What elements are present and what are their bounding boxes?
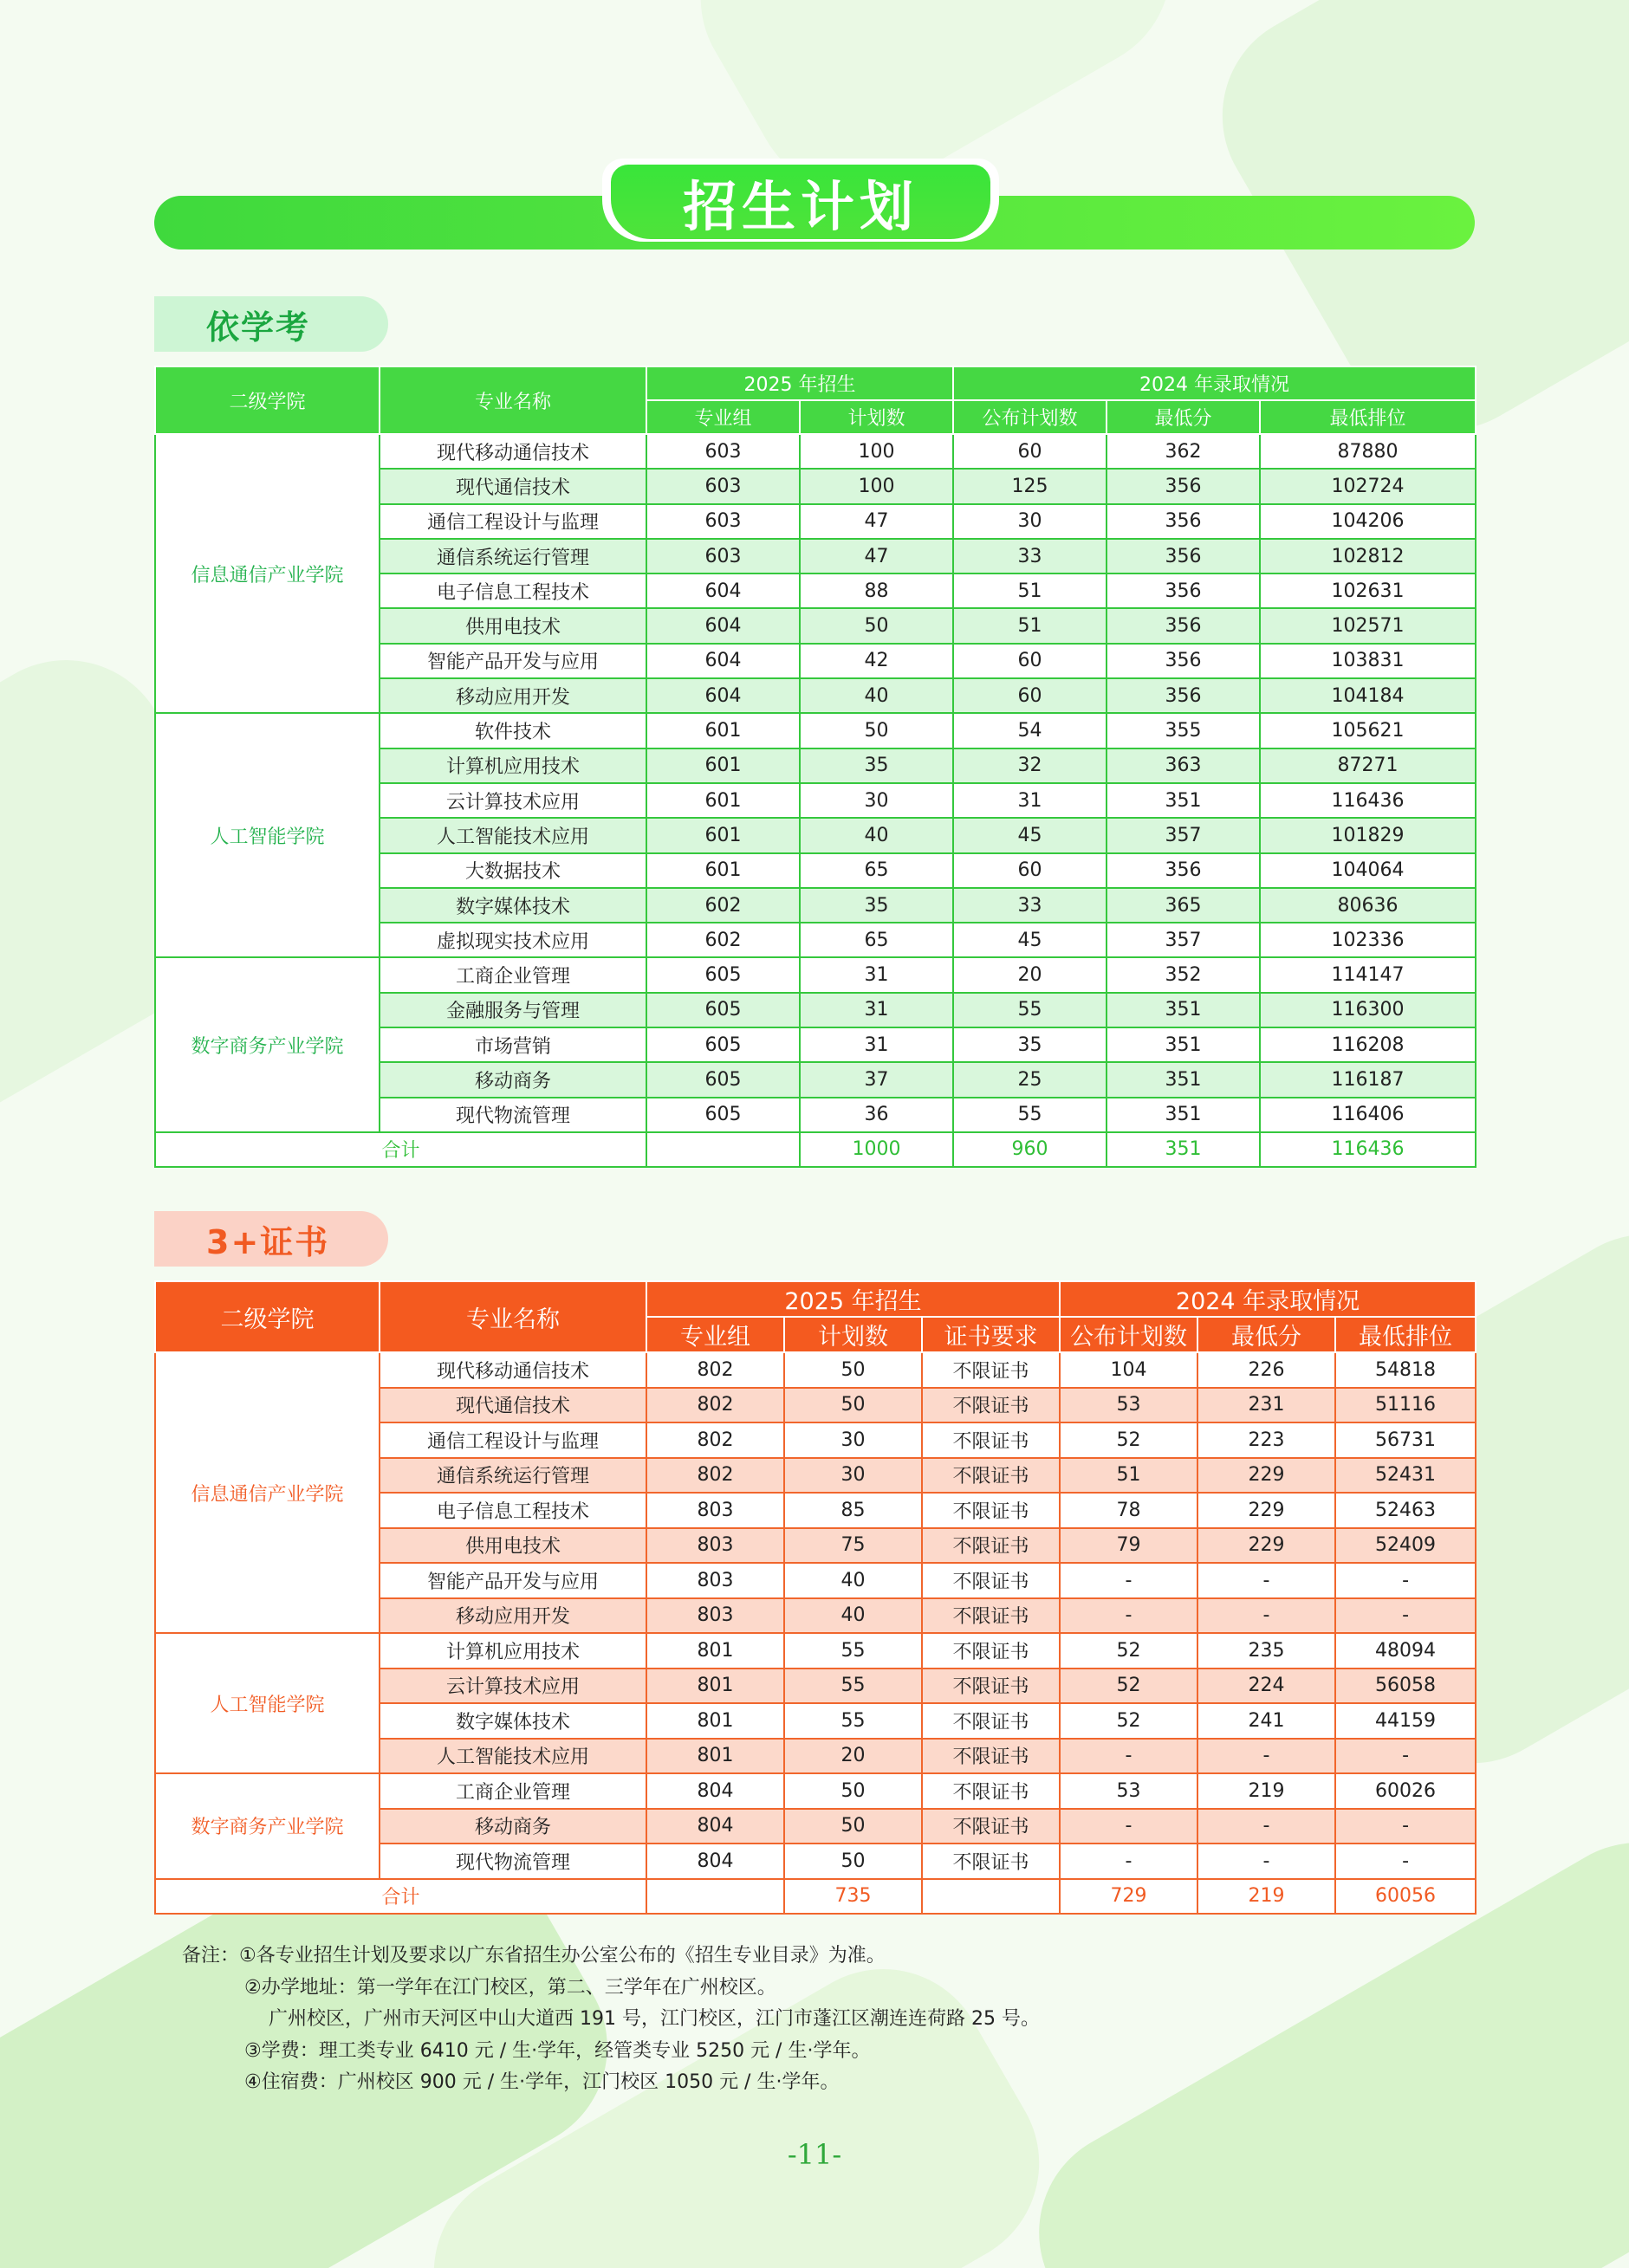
table-cell: 44159 <box>1335 1703 1476 1739</box>
table-cell: 不限证书 <box>922 1844 1060 1879</box>
table-cell: 60 <box>953 678 1107 713</box>
table-cell: 804 <box>646 1844 784 1879</box>
header-min-score: 最低分 <box>1197 1317 1335 1352</box>
college-name: 数字商务产业学院 <box>155 1773 380 1879</box>
table-cell: 65 <box>800 853 953 888</box>
table-cell: 35 <box>800 888 953 923</box>
table-cell: 30 <box>784 1458 922 1494</box>
major-cell: 智能产品开发与应用 <box>380 1563 646 1598</box>
table-cell: 79 <box>1060 1528 1197 1564</box>
table-cell: 116406 <box>1260 1098 1476 1132</box>
table-cell: 48094 <box>1335 1633 1476 1669</box>
table-cell: - <box>1060 1809 1197 1844</box>
major-cell: 通信系统运行管理 <box>380 1458 646 1494</box>
table-cell: 102571 <box>1260 608 1476 643</box>
table-cell: - <box>1197 1563 1335 1598</box>
table-cell: 229 <box>1197 1458 1335 1494</box>
header-college: 二级学院 <box>155 366 380 434</box>
total-plan: 1000 <box>800 1132 953 1167</box>
table-cell: 30 <box>784 1422 922 1458</box>
table-cell: 231 <box>1197 1388 1335 1423</box>
table-cell: 20 <box>784 1739 922 1774</box>
major-cell: 现代移动通信技术 <box>380 434 646 469</box>
table-cell: 241 <box>1197 1703 1335 1739</box>
table-cell: 801 <box>646 1739 784 1774</box>
college-name: 数字商务产业学院 <box>155 957 380 1131</box>
table-cell: 356 <box>1107 504 1260 539</box>
table-cell: 53 <box>1060 1773 1197 1809</box>
major-cell: 智能产品开发与应用 <box>380 644 646 678</box>
major-cell: 大数据技术 <box>380 853 646 888</box>
table-cell: 802 <box>646 1458 784 1494</box>
total-plan: 735 <box>784 1879 922 1914</box>
table-cell: 224 <box>1197 1669 1335 1704</box>
table-cell: 40 <box>784 1598 922 1634</box>
header-min-rank: 最低排位 <box>1260 400 1476 434</box>
table-cell: 357 <box>1107 818 1260 852</box>
table-cell: 不限证书 <box>922 1809 1060 1844</box>
major-cell: 工商企业管理 <box>380 1773 646 1809</box>
table-cell: 356 <box>1107 678 1260 713</box>
note-line: ③学费：理工类专业 6410 元 / 生·学年，经管类专业 5250 元 / 生·学年。 <box>244 2039 871 2062</box>
header-published: 公布计划数 <box>953 400 1107 434</box>
header-plan-2025: 2025 年招生 <box>646 1281 1060 1317</box>
table-cell: 601 <box>646 853 800 888</box>
table-row <box>155 957 1476 992</box>
table-cell: 603 <box>646 504 800 539</box>
total-row <box>155 1132 1476 1167</box>
total-min-score: 351 <box>1107 1132 1260 1167</box>
total-group <box>646 1132 800 1167</box>
table-cell: 52 <box>1060 1669 1197 1704</box>
table-cell: - <box>1335 1739 1476 1774</box>
table-cell: 104184 <box>1260 678 1476 713</box>
total-row <box>155 1879 1476 1914</box>
total-published: 729 <box>1060 1879 1197 1914</box>
table-cell: 601 <box>646 713 800 748</box>
total-label: 合计 <box>155 1879 646 1914</box>
table-row <box>155 1352 1476 1388</box>
major-cell: 市场营销 <box>380 1027 646 1062</box>
xuekao-table <box>154 366 1476 1168</box>
table-cell: 35 <box>953 1027 1107 1062</box>
table-cell: 603 <box>646 539 800 573</box>
major-cell: 电子信息工程技术 <box>380 1493 646 1528</box>
table-cell: 87271 <box>1260 748 1476 783</box>
table-cell: 355 <box>1107 713 1260 748</box>
major-cell: 数字媒体技术 <box>380 888 646 923</box>
note-line: ④住宿费：广州校区 900 元 / 生·学年，江门校区 1050 元 / 生·学年。 <box>244 2071 840 2093</box>
header-min-rank: 最低排位 <box>1335 1317 1476 1352</box>
header-published: 公布计划数 <box>1060 1317 1197 1352</box>
table-cell: 52463 <box>1335 1493 1476 1528</box>
header-plan: 计划数 <box>784 1317 922 1352</box>
table-cell: 不限证书 <box>922 1773 1060 1809</box>
table-cell: 42 <box>800 644 953 678</box>
major-cell: 现代移动通信技术 <box>380 1352 646 1388</box>
table-cell: 356 <box>1107 608 1260 643</box>
major-cell: 移动应用开发 <box>380 678 646 713</box>
table-cell: 31 <box>800 993 953 1027</box>
major-cell: 通信系统运行管理 <box>380 539 646 573</box>
table-cell: 52431 <box>1335 1458 1476 1494</box>
table-cell: 803 <box>646 1493 784 1528</box>
major-cell: 电子信息工程技术 <box>380 573 646 608</box>
table-cell: 78 <box>1060 1493 1197 1528</box>
table-cell: 351 <box>1107 1098 1260 1132</box>
total-min-rank: 116436 <box>1260 1132 1476 1167</box>
table-cell: 51 <box>953 573 1107 608</box>
table-cell: 55 <box>953 1098 1107 1132</box>
major-cell: 计算机应用技术 <box>380 748 646 783</box>
table-cell: 357 <box>1107 923 1260 957</box>
table-cell: 102812 <box>1260 539 1476 573</box>
section-label-certificate: 3+证书 <box>154 1211 388 1267</box>
major-cell: 现代物流管理 <box>380 1844 646 1879</box>
table-cell: 102631 <box>1260 573 1476 608</box>
table-cell: 802 <box>646 1352 784 1388</box>
table-cell: 55 <box>784 1703 922 1739</box>
major-cell: 人工智能技术应用 <box>380 1739 646 1774</box>
table-cell: 601 <box>646 818 800 852</box>
major-cell: 现代通信技术 <box>380 469 646 503</box>
header-major: 专业名称 <box>380 366 646 434</box>
table-cell: 100 <box>800 434 953 469</box>
college-name: 人工智能学院 <box>155 713 380 957</box>
table-cell: 60026 <box>1335 1773 1476 1809</box>
table-cell: 50 <box>784 1773 922 1809</box>
header-result-2024: 2024 年录取情况 <box>1060 1281 1476 1317</box>
header-group: 专业组 <box>646 1317 784 1352</box>
header-plan: 计划数 <box>800 400 953 434</box>
table-cell: 56731 <box>1335 1422 1476 1458</box>
total-published: 960 <box>953 1132 1107 1167</box>
table-cell: 104064 <box>1260 853 1476 888</box>
table-cell: 不限证书 <box>922 1458 1060 1494</box>
table-cell: 不限证书 <box>922 1739 1060 1774</box>
table-cell: 不限证书 <box>922 1528 1060 1564</box>
table-cell: 52 <box>1060 1703 1197 1739</box>
table-cell: 32 <box>953 748 1107 783</box>
header-plan-2025: 2025 年招生 <box>646 366 953 400</box>
table-cell: 47 <box>800 504 953 539</box>
table-cell: 605 <box>646 957 800 992</box>
table-cell: - <box>1335 1844 1476 1879</box>
table-cell: 604 <box>646 678 800 713</box>
table-cell: 229 <box>1197 1493 1335 1528</box>
table-cell: 602 <box>646 923 800 957</box>
table-cell: 603 <box>646 469 800 503</box>
table-row <box>155 1773 1476 1809</box>
table-cell: 40 <box>800 818 953 852</box>
table-cell: 801 <box>646 1633 784 1669</box>
table-cell: 33 <box>953 888 1107 923</box>
major-cell: 移动商务 <box>380 1809 646 1844</box>
table-cell: 40 <box>800 678 953 713</box>
table-cell: 不限证书 <box>922 1598 1060 1634</box>
major-cell: 人工智能技术应用 <box>380 818 646 852</box>
table-cell: 351 <box>1107 993 1260 1027</box>
table-cell: 50 <box>784 1352 922 1388</box>
table-cell: 50 <box>784 1809 922 1844</box>
table-cell: 356 <box>1107 469 1260 503</box>
total-min-score: 219 <box>1197 1879 1335 1914</box>
table-cell: 605 <box>646 1098 800 1132</box>
major-cell: 虚拟现实技术应用 <box>380 923 646 957</box>
page-title: 招生计划 <box>611 165 990 239</box>
note-line: 备注：①各专业招生计划及要求以广东省招生办公室公布的《招生专业目录》为准。 <box>182 1945 886 1967</box>
table-cell: 352 <box>1107 957 1260 992</box>
table-cell: 88 <box>800 573 953 608</box>
major-cell: 云计算技术应用 <box>380 783 646 818</box>
major-cell: 移动应用开发 <box>380 1598 646 1634</box>
total-label: 合计 <box>155 1132 646 1167</box>
major-cell: 现代物流管理 <box>380 1098 646 1132</box>
table-cell: 52 <box>1060 1633 1197 1669</box>
table-cell: 20 <box>953 957 1107 992</box>
table-row <box>155 713 1476 748</box>
table-cell: 601 <box>646 748 800 783</box>
major-cell: 通信工程设计与监理 <box>380 504 646 539</box>
table-cell: 50 <box>800 713 953 748</box>
table-cell: 35 <box>800 748 953 783</box>
table-cell: 不限证书 <box>922 1669 1060 1704</box>
table-cell: 不限证书 <box>922 1563 1060 1598</box>
major-cell: 供用电技术 <box>380 608 646 643</box>
table-cell: 351 <box>1107 1027 1260 1062</box>
certificate-table <box>154 1280 1476 1915</box>
note-line: ②办学地址：第一学年在江门校区，第二、三学年在广州校区。 <box>244 1976 776 1999</box>
table-cell: 52409 <box>1335 1528 1476 1564</box>
table-cell: 803 <box>646 1528 784 1564</box>
table-cell: - <box>1197 1598 1335 1634</box>
table-cell: 105621 <box>1260 713 1476 748</box>
table-cell: 不限证书 <box>922 1703 1060 1739</box>
table-cell: 60 <box>953 644 1107 678</box>
table-cell: 802 <box>646 1388 784 1423</box>
table-cell: 803 <box>646 1563 784 1598</box>
table-cell: - <box>1197 1739 1335 1774</box>
total-cert <box>922 1879 1060 1914</box>
table-cell: 30 <box>800 783 953 818</box>
table-cell: 31 <box>800 1027 953 1062</box>
table-cell: 104 <box>1060 1352 1197 1388</box>
table-cell: 356 <box>1107 853 1260 888</box>
table-cell: 605 <box>646 1062 800 1097</box>
page-number: -11- <box>787 2138 842 2171</box>
major-cell: 移动商务 <box>380 1062 646 1097</box>
table-cell: 605 <box>646 993 800 1027</box>
notes <box>182 1941 1464 2099</box>
table-cell: 356 <box>1107 573 1260 608</box>
table-cell: 51 <box>1060 1458 1197 1494</box>
table-cell: 54 <box>953 713 1107 748</box>
table-cell: 125 <box>953 469 1107 503</box>
table-cell: 604 <box>646 573 800 608</box>
header-college: 二级学院 <box>155 1281 380 1352</box>
table-cell: 603 <box>646 434 800 469</box>
table-cell: - <box>1060 1598 1197 1634</box>
table-cell: 80636 <box>1260 888 1476 923</box>
table-cell: 219 <box>1197 1773 1335 1809</box>
table-cell: - <box>1060 1739 1197 1774</box>
table-cell: 226 <box>1197 1352 1335 1388</box>
table-cell: - <box>1060 1563 1197 1598</box>
header-min-score: 最低分 <box>1107 400 1260 434</box>
total-min-rank: 60056 <box>1335 1879 1476 1914</box>
table-cell: 52 <box>1060 1422 1197 1458</box>
table-cell: 33 <box>953 539 1107 573</box>
table-cell: - <box>1335 1809 1476 1844</box>
table-cell: 50 <box>784 1844 922 1879</box>
table-cell: 53 <box>1060 1388 1197 1423</box>
table-cell: 103831 <box>1260 644 1476 678</box>
note-line: 广州校区，广州市天河区中山大道西 191 号，江门校区，江门市蓬江区潮连连荷路 25 号。 <box>269 2008 1040 2030</box>
major-cell: 云计算技术应用 <box>380 1669 646 1704</box>
table-cell: 25 <box>953 1062 1107 1097</box>
table-cell: 801 <box>646 1669 784 1704</box>
table-row <box>155 1633 1476 1669</box>
table-cell: 45 <box>953 923 1107 957</box>
table-cell: 101829 <box>1260 818 1476 852</box>
table-cell: 365 <box>1107 888 1260 923</box>
table-cell: 36 <box>800 1098 953 1132</box>
table-cell: 235 <box>1197 1633 1335 1669</box>
table-cell: 801 <box>646 1703 784 1739</box>
major-cell: 数字媒体技术 <box>380 1703 646 1739</box>
table-cell: 40 <box>784 1563 922 1598</box>
table-cell: 不限证书 <box>922 1493 1060 1528</box>
table-cell: 803 <box>646 1598 784 1634</box>
table-cell: 804 <box>646 1773 784 1809</box>
table-cell: 116208 <box>1260 1027 1476 1062</box>
table-cell: 50 <box>784 1388 922 1423</box>
college-name: 信息通信产业学院 <box>155 1352 380 1633</box>
table-cell: 802 <box>646 1422 784 1458</box>
table-cell: 804 <box>646 1809 784 1844</box>
college-name: 信息通信产业学院 <box>155 434 380 713</box>
table-cell: 不限证书 <box>922 1388 1060 1423</box>
table-cell: 100 <box>800 469 953 503</box>
header-cert: 证书要求 <box>922 1317 1060 1352</box>
table-cell: 47 <box>800 539 953 573</box>
major-cell: 软件技术 <box>380 713 646 748</box>
major-cell: 金融服务与管理 <box>380 993 646 1027</box>
table-cell: 363 <box>1107 748 1260 783</box>
table-cell: 356 <box>1107 644 1260 678</box>
table-cell: 602 <box>646 888 800 923</box>
major-cell: 供用电技术 <box>380 1528 646 1564</box>
table-cell: - <box>1197 1809 1335 1844</box>
table-cell: 102336 <box>1260 923 1476 957</box>
table-cell: 605 <box>646 1027 800 1062</box>
table-cell: 604 <box>646 608 800 643</box>
table-cell: 55 <box>784 1633 922 1669</box>
college-name: 人工智能学院 <box>155 1633 380 1773</box>
table-cell: - <box>1335 1563 1476 1598</box>
table-cell: 85 <box>784 1493 922 1528</box>
table-cell: 116300 <box>1260 993 1476 1027</box>
table-cell: 不限证书 <box>922 1633 1060 1669</box>
table-cell: 55 <box>784 1669 922 1704</box>
table-cell: 229 <box>1197 1528 1335 1564</box>
table-cell: 37 <box>800 1062 953 1097</box>
table-cell: 不限证书 <box>922 1422 1060 1458</box>
table-cell: 604 <box>646 644 800 678</box>
table-cell: - <box>1335 1598 1476 1634</box>
major-cell: 计算机应用技术 <box>380 1633 646 1669</box>
header-result-2024: 2024 年录取情况 <box>953 366 1476 400</box>
table-cell: 601 <box>646 783 800 818</box>
table-cell: 45 <box>953 818 1107 852</box>
major-cell: 工商企业管理 <box>380 957 646 992</box>
section-label-xuekao: 依学考 <box>154 296 388 352</box>
table-cell: 60 <box>953 853 1107 888</box>
table-cell: 50 <box>800 608 953 643</box>
table-cell: 54818 <box>1335 1352 1476 1388</box>
header-major: 专业名称 <box>380 1281 646 1352</box>
table-cell: - <box>1060 1844 1197 1879</box>
table-cell: 31 <box>800 957 953 992</box>
total-group <box>646 1879 784 1914</box>
table-cell: 114147 <box>1260 957 1476 992</box>
table-cell: 351 <box>1107 783 1260 818</box>
table-row <box>155 434 1476 469</box>
table-cell: 351 <box>1107 1062 1260 1097</box>
header-group: 专业组 <box>646 400 800 434</box>
table-cell: 51116 <box>1335 1388 1476 1423</box>
table-cell: 104206 <box>1260 504 1476 539</box>
table-cell: 51 <box>953 608 1107 643</box>
table-cell: 87880 <box>1260 434 1476 469</box>
table-cell: 31 <box>953 783 1107 818</box>
table-cell: - <box>1197 1844 1335 1879</box>
table-cell: 116187 <box>1260 1062 1476 1097</box>
table-cell: 30 <box>953 504 1107 539</box>
table-cell: 65 <box>800 923 953 957</box>
table-cell: 356 <box>1107 539 1260 573</box>
table-cell: 116436 <box>1260 783 1476 818</box>
table-cell: 102724 <box>1260 469 1476 503</box>
major-cell: 现代通信技术 <box>380 1388 646 1423</box>
table-cell: 75 <box>784 1528 922 1564</box>
major-cell: 通信工程设计与监理 <box>380 1422 646 1458</box>
table-cell: 362 <box>1107 434 1260 469</box>
table-cell: 55 <box>953 993 1107 1027</box>
table-cell: 不限证书 <box>922 1352 1060 1388</box>
table-cell: 223 <box>1197 1422 1335 1458</box>
table-cell: 56058 <box>1335 1669 1476 1704</box>
table-cell: 60 <box>953 434 1107 469</box>
